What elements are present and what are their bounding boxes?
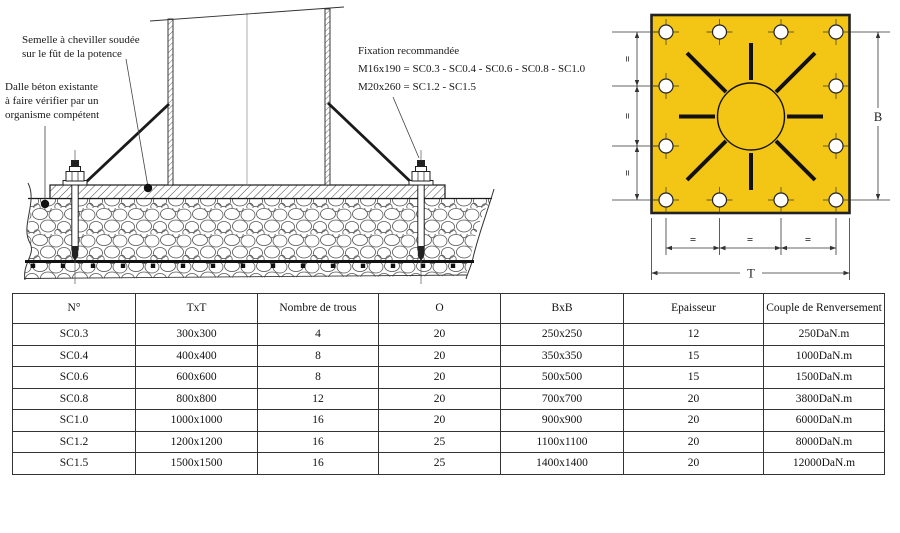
col-header-no: N° <box>13 294 136 324</box>
plate-top-view <box>600 0 900 290</box>
table-cell: 250DaN.m <box>764 324 885 346</box>
table-cell: 20 <box>379 410 501 432</box>
annotation-fixation <box>358 42 585 96</box>
table-row <box>13 388 885 410</box>
table-cell: 700x700 <box>501 388 624 410</box>
col-header-thickness: Epaisseur <box>624 294 764 324</box>
table-cell: 12 <box>624 324 764 346</box>
table-cell: 20 <box>379 345 501 367</box>
table-cell: SC1.2 <box>13 431 136 453</box>
dim-equal-label: = <box>621 55 633 63</box>
col-header-couple: Couple de Renversement <box>764 294 885 324</box>
table-cell: 250x250 <box>501 324 624 346</box>
table-cell: 20 <box>624 453 764 475</box>
dim-equal-label: = <box>746 234 754 246</box>
table-cell: 8000DaN.m <box>764 431 885 453</box>
table-row <box>13 367 885 389</box>
column <box>150 7 344 185</box>
table-cell: 500x500 <box>501 367 624 389</box>
table-cell: 350x350 <box>501 345 624 367</box>
table-cell: 25 <box>379 431 501 453</box>
annotation-line: M20x260 = SC1.2 - SC1.5 <box>358 81 477 93</box>
table-cell: 16 <box>258 410 379 432</box>
gusset-stiffeners <box>84 103 413 184</box>
table-cell: 600x600 <box>136 367 258 389</box>
leader-semelle <box>126 59 152 192</box>
table-row <box>13 410 885 432</box>
leader-fixation <box>393 97 419 158</box>
dim-equal-label: = <box>621 112 633 120</box>
annotation-line: Fixation recommandée <box>358 45 460 57</box>
annotation-line: sur le fût de la potence <box>22 48 122 60</box>
table-cell: 1200x1200 <box>136 431 258 453</box>
dim-B <box>850 32 891 200</box>
table-cell: 20 <box>379 324 501 346</box>
table-cell: SC0.4 <box>13 345 136 367</box>
table-cell: 8 <box>258 345 379 367</box>
col-header-bxb: BxB <box>501 294 624 324</box>
table-cell: 15 <box>624 367 764 389</box>
table-cell: SC1.0 <box>13 410 136 432</box>
specification-table <box>12 293 885 475</box>
table-header-row <box>13 294 885 324</box>
table-cell: 1400x1400 <box>501 453 624 475</box>
table-cell: 900x900 <box>501 410 624 432</box>
table-cell: 800x800 <box>136 388 258 410</box>
annotation-line: Dalle béton existante <box>5 81 98 93</box>
center-tube <box>718 83 785 150</box>
dim-equal-label: = <box>804 234 812 246</box>
col-header-diameter: O <box>379 294 501 324</box>
table-row <box>13 431 885 453</box>
table-cell: 8 <box>258 367 379 389</box>
table-row <box>13 453 885 475</box>
table-cell: 6000DaN.m <box>764 410 885 432</box>
table-cell: 25 <box>379 453 501 475</box>
table-row <box>13 324 885 346</box>
table-cell: 15 <box>624 345 764 367</box>
table-cell: 20 <box>379 388 501 410</box>
dim-B-label: B <box>873 110 883 124</box>
table-cell: 20 <box>624 410 764 432</box>
annotation-dalle <box>5 80 99 122</box>
table-cell: SC0.3 <box>13 324 136 346</box>
table-cell: 20 <box>624 388 764 410</box>
reference-dot <box>41 200 49 208</box>
annotation-line: à faire vérifier par un <box>5 95 99 107</box>
leader-dalle <box>41 126 49 208</box>
annotation-line: M16x190 = SC0.3 - SC0.4 - SC0.6 - SC0.8 - SC1.0 <box>358 63 586 75</box>
annotation-semelle <box>22 33 140 61</box>
table-cell: 1500x1500 <box>136 453 258 475</box>
table-cell: 3800DaN.m <box>764 388 885 410</box>
table-cell: 20 <box>624 431 764 453</box>
table-cell: 12 <box>258 388 379 410</box>
table-cell: SC1.5 <box>13 453 136 475</box>
col-header-holes: Nombre de trous <box>258 294 379 324</box>
table-cell: 16 <box>258 431 379 453</box>
table-cell: 20 <box>379 367 501 389</box>
reference-dot <box>144 184 152 192</box>
dim-equal-label: = <box>689 234 697 246</box>
col-header-txt: TxT <box>136 294 258 324</box>
dim-equal-label: = <box>621 169 633 177</box>
table-cell: 1500DaN.m <box>764 367 885 389</box>
table-cell: 12000DaN.m <box>764 453 885 475</box>
table-cell: 1100x1100 <box>501 431 624 453</box>
annotation-line: organisme compétent <box>5 109 100 121</box>
table-row <box>13 345 885 367</box>
annotation-line: Semelle à cheviller soudée <box>22 34 140 46</box>
table-cell: 1000x1000 <box>136 410 258 432</box>
table-cell: 300x300 <box>136 324 258 346</box>
table-cell: 1000DaN.m <box>764 345 885 367</box>
table-cell: 4 <box>258 324 379 346</box>
table-cell: 400x400 <box>136 345 258 367</box>
table-cell: SC0.8 <box>13 388 136 410</box>
table-cell: 16 <box>258 453 379 475</box>
base-plate <box>50 185 445 199</box>
table-cell: SC0.6 <box>13 367 136 389</box>
dim-T-label: T <box>747 266 755 281</box>
